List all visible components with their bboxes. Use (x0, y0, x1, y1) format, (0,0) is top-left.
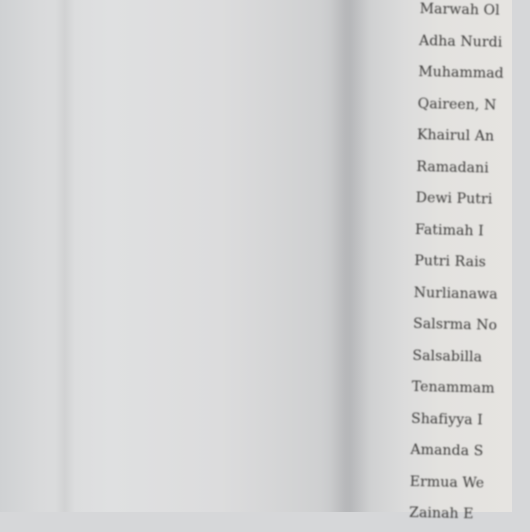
name-entry: Marwah Ol (419, 0, 500, 19)
name-entry: Dewi Putri (415, 189, 493, 208)
name-entry: Qaireen, N (417, 95, 497, 114)
name-entry: Shafiyya I (410, 410, 484, 428)
name-entry: Ermua We (409, 473, 485, 491)
binding-shadow (330, 0, 370, 512)
name-entry: Salsabilla (412, 347, 483, 365)
name-entry: Fatimah I (414, 221, 484, 239)
name-entry: Ramadani (416, 158, 489, 176)
name-entry: Adha Nurdi (418, 32, 503, 51)
paper-fold-shadow (55, 0, 75, 512)
name-entry: Putri Rais (414, 252, 487, 271)
name-list (409, 0, 530, 532)
name-entry: Salsrma No (412, 315, 498, 334)
name-entry: Nurlianawa (413, 284, 498, 303)
name-entry: Zainah E (408, 504, 474, 523)
name-entry: Tenammam (411, 378, 495, 397)
name-entry: Amanda S (410, 441, 484, 460)
name-entry: Khairul An (416, 126, 495, 145)
name-entry: Muhammad (418, 63, 504, 82)
